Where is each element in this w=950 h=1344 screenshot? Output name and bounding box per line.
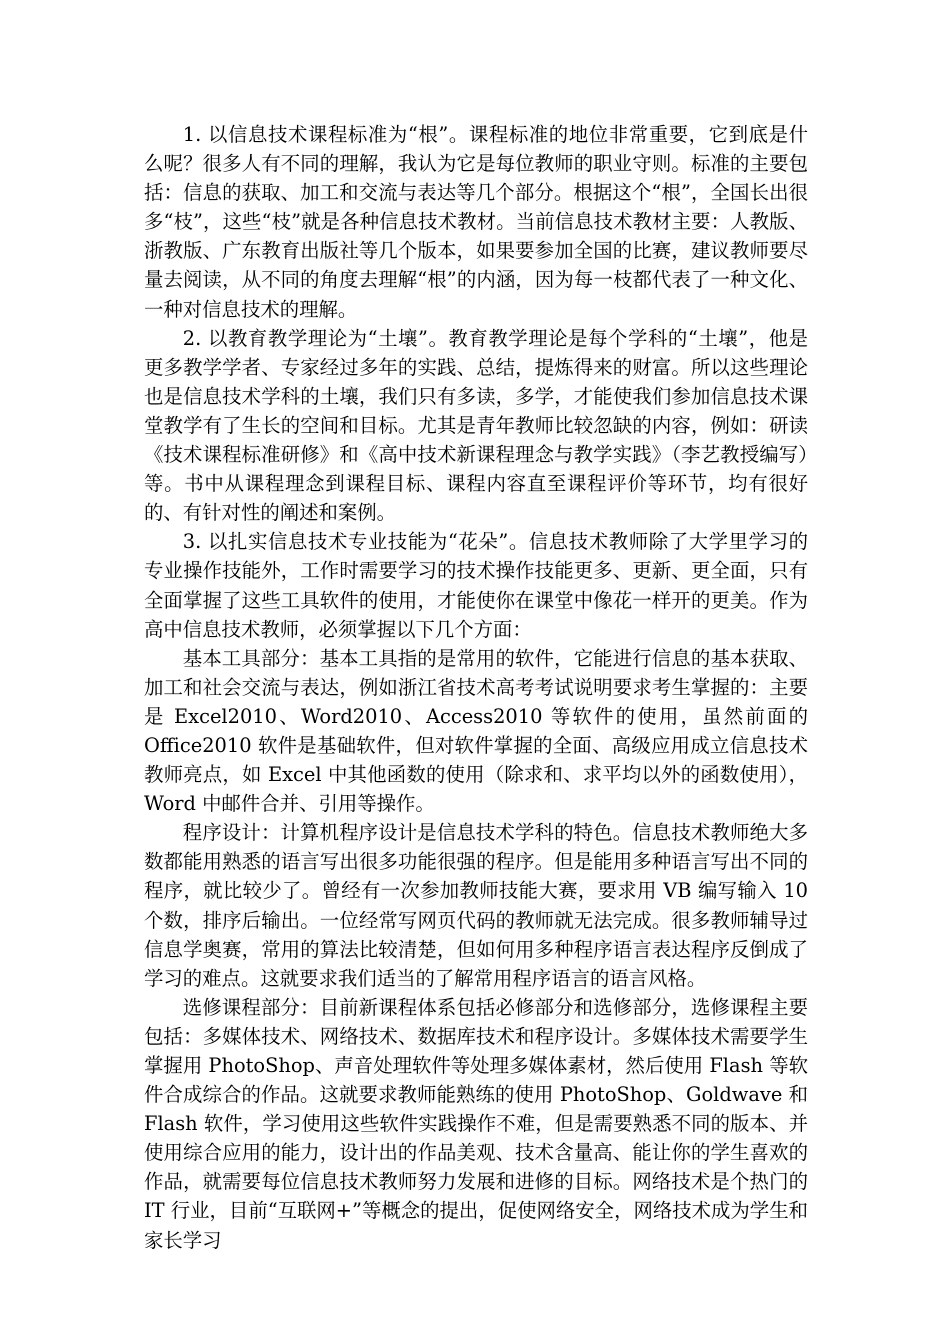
paragraph-elective-courses: 选修课程部分：目前新课程体系包括必修部分和选修部分，选修课程主要包括：多媒体技术、网络技术、数据库技术和程序设计。多媒体技术需要学生掌握用 PhotoShop、声音处理软件等处理多媒体素材，然后使用 Flash 等软件合成综合的作品。这就要求教师能熟练的使用 PhotoShop、Goldwave 和 Flash 软件，学习使用这些软件实践操作不难，但是需要熟悉不同的版本、并使用综合应用的能力，设计出的作品美观、技术含量高、能让你的学生喜欢的作品，就需要每位信息技术教师努力发展和进修的目标。网络技术是个热门的 IT 行业，目前“互联网+”等概念的提出，促使网络安全，网络技术成为学生和家长学习 [144,995,808,1252]
paragraph-teaching-theory: 2. 以教育教学理论为“土壤”。教育教学理论是每个学科的“土壤”，他是更多教学学者、专家经过多年的实践、总结，提炼得来的财富。所以这些理论也是信息技术学科的土壤，我们只有多读，多学，才能使我们参加信息技术课堂教学有了生长的空间和目标。尤其是青年教师比较忽缺的内容，例如：研读《技术课程标准研修》和《高中技术新课程理念与教学实践》（李艺教授编写）等。书中从课程理念到课程目标、课程内容直至课程评价等环节，均有很好的、有针对性的阐述和案例。 [144,326,808,525]
paragraph-programming: 程序设计：计算机程序设计是信息技术学科的特色。信息技术教师绝大多数都能用熟悉的语言写出很多功能很强的程序。但是能用多种语言写出不同的程序，就比较少了。曾经有一次参加教师技能大赛，要求用 VB 编写输入 10 个数，排序后输出。一位经常写网页代码的教师就无法完成。很多教师辅导过信息学奥赛，常用的算法比较清楚，但如何用多种程序语言表达程序反倒成了学习的难点。这就要求我们适当的了解常用程序语言的语言风格。 [144,821,808,990]
paragraph-course-standard: 1. 以信息技术课程标准为“根”。课程标准的地位非常重要，它到底是什么呢？很多人有不同的理解，我认为它是每位教师的职业守则。标准的主要包括：信息的获取、加工和交流与表达等几个部分。根据这个“根”，全国长出很多“枝”，这些“枝”就是各种信息技术教材。当前信息技术教材主要：人教版、浙教版、广东教育出版社等几个版本，如果要参加全国的比赛，建议教师要尽量去阅读，从不同的角度去理解“根”的内涵，因为每一枝都代表了一种文化、一种对信息技术的理解。 [144,123,808,321]
paragraph-basic-tools: 基本工具部分：基本工具指的是常用的软件，它能进行信息的基本获取、加工和社会交流与表达，例如浙江省技术高考考试说明要求考生掌握的：主要是 Excel2010、Word2010、Access2010 等软件的使用，虽然前面的 Office2010 软件是基础软件，但对软件掌握的全面、高级应用成立信息技术教师亮点，如 Excel 中其他函数的使用（除求和、求平均以外的函数使用），Word 中邮件合并、引用等操作。 [144,646,808,816]
document-body [144,120,808,1255]
paragraph-professional-skills: 3. 以扎实信息技术专业技能为“花朵”。信息技术教师除了大学里学习的专业操作技能外，工作时需要学习的技术操作技能更多、更新、更全面，只有全面掌握了这些工具软件的使用，才能使你在课堂中像花一样开的更美。作为高中信息技术教师，必须掌握以下几个方面： [144,530,808,641]
